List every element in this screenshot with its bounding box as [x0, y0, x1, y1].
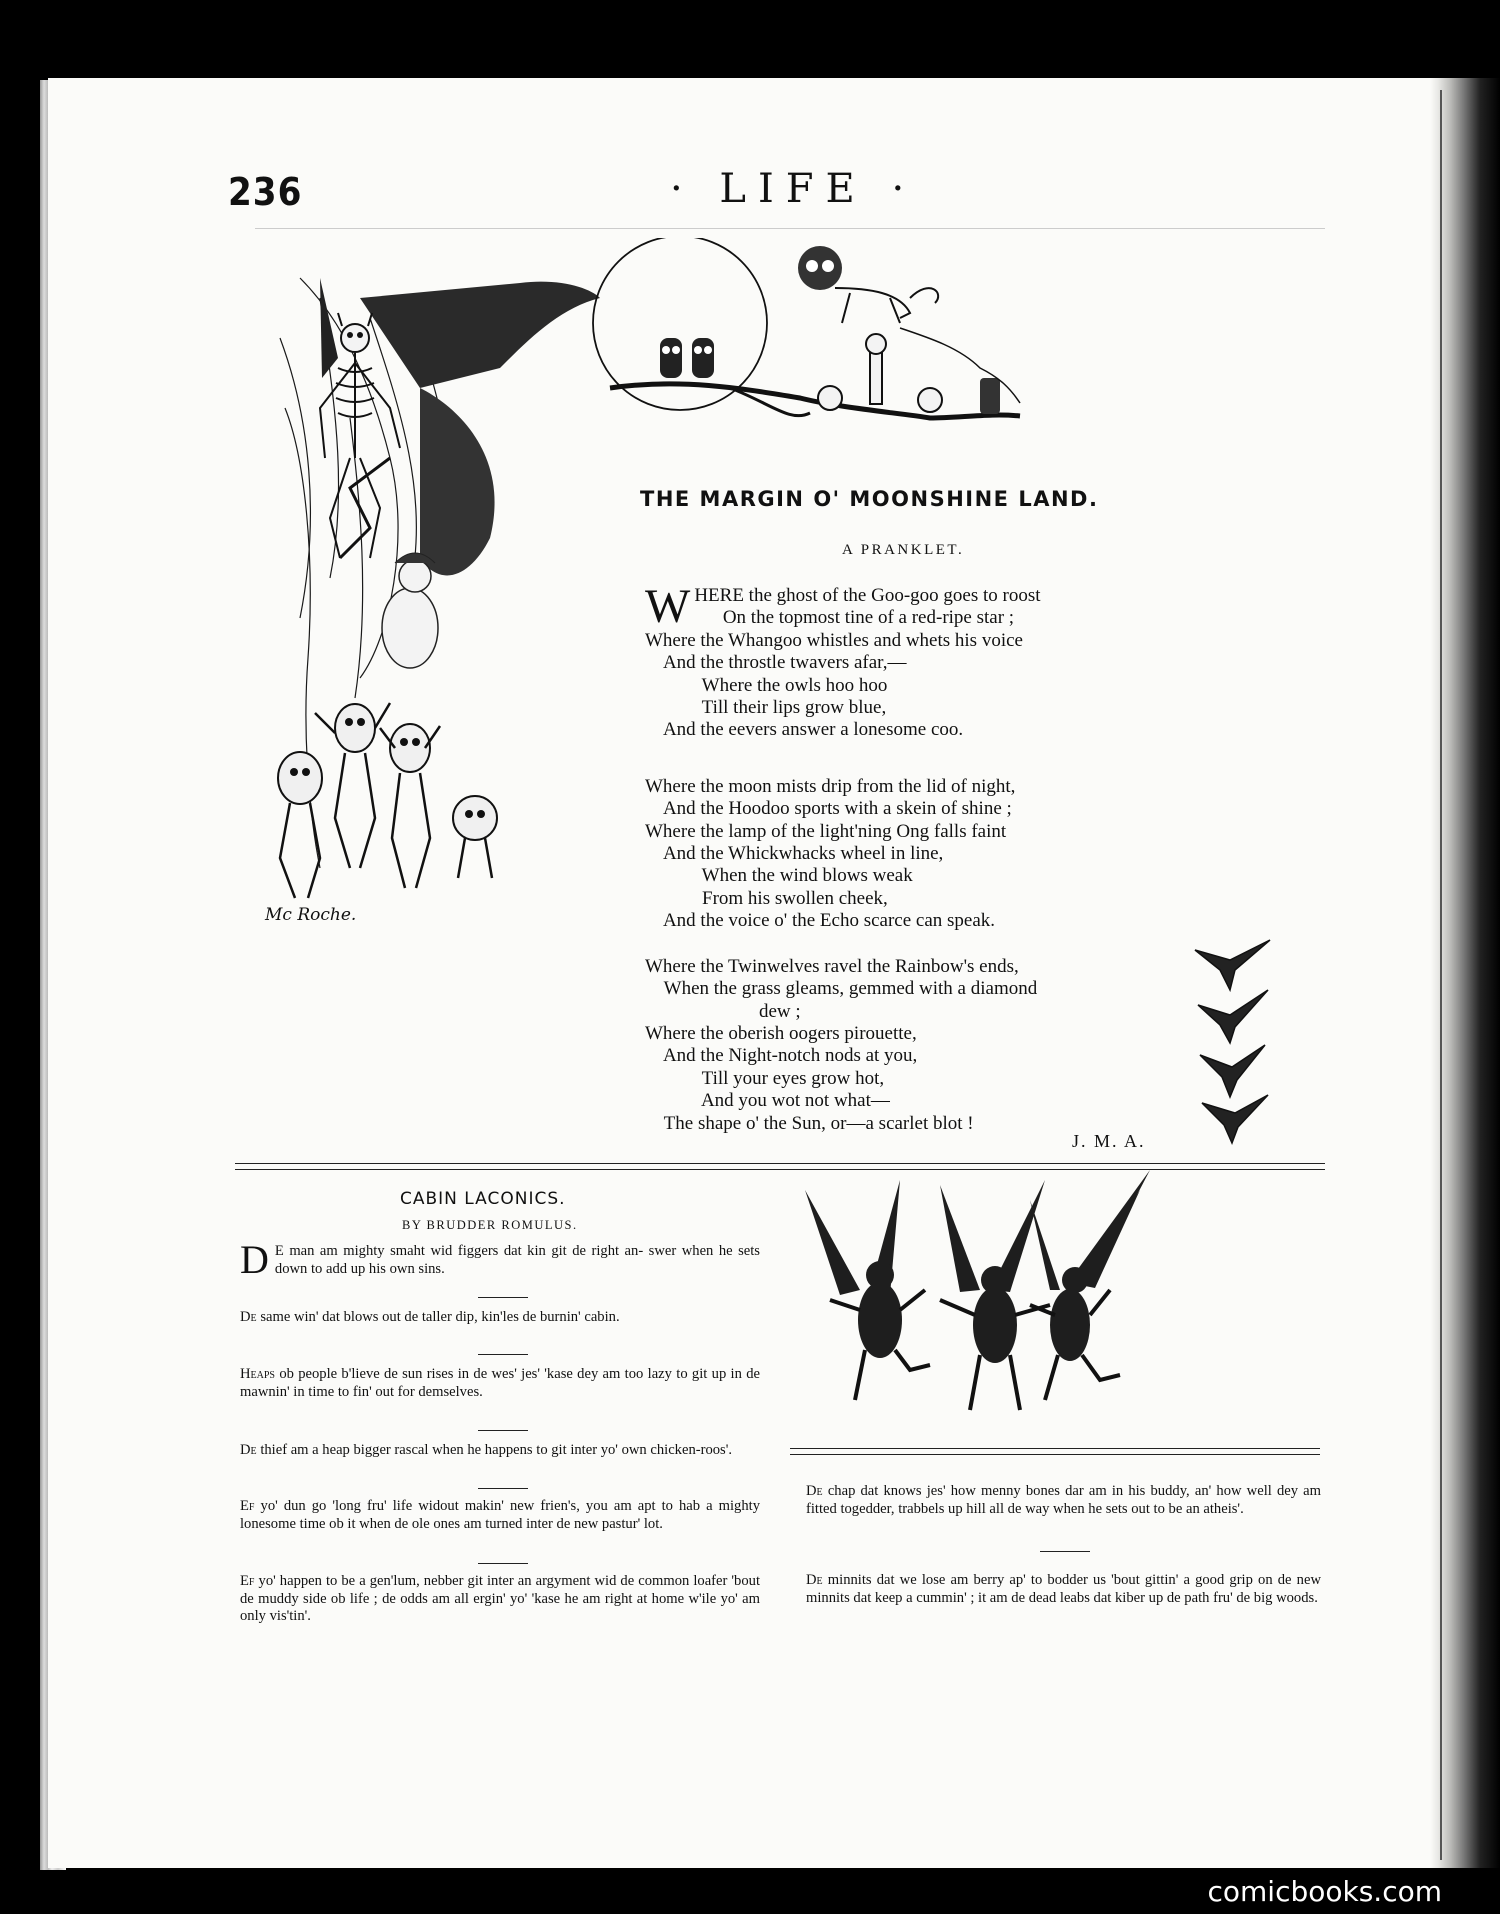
- poem-line: When the wind blows weak: [645, 865, 913, 887]
- poem-line: Where the Twinwelves ravel the Rainbow's ends,: [645, 955, 1019, 977]
- laconic-paragraph: De minnits dat we lose am berry ap' to bodder us 'bout gittin' a good grip on de new minnits dat keep a cummin' ; it am de dead leabs dat kiber up de path fru' de big woods.: [806, 1572, 1321, 1606]
- paragraph-rule: [478, 1430, 528, 1431]
- poem-line: Where the Whangoo whistles and whets his voice: [645, 629, 1023, 651]
- poem-stanza-1: [645, 580, 1185, 742]
- artist-signature: Mc Roche.: [265, 905, 357, 925]
- poem-line: dew ;: [645, 1000, 801, 1022]
- poem-subtitle: A PRANKLET.: [842, 542, 965, 558]
- laconic-paragraph: Heaps ob people b'lieve de sun rises in de wes' jes' 'kase dey am too lazy to git up in de mawnin' in time to fin' out for demselves.: [240, 1366, 760, 1400]
- poem-line: The shape o' the Sun, or—a scarlet blot !: [645, 1112, 974, 1134]
- poem-line: Where the moon mists drip from the lid of night,: [645, 775, 1016, 797]
- section-divider: [235, 1163, 1325, 1170]
- poem-line: And the Hoodoo sports with a skein of shine ;: [645, 798, 1012, 820]
- gutter-edge-line: [1440, 90, 1442, 1860]
- poem-line: On the topmost tine of a red-ripe star ;: [694, 607, 1015, 629]
- poem-stanza-2: [645, 776, 1185, 933]
- poem-line: Till their lips grow blue,: [645, 697, 887, 719]
- poem-line: Where the lamp of the light'ning Ong falls faint: [645, 820, 1007, 842]
- laconic-paragraph: De same win' dat blows out de taller dip, kin'les de burnin' cabin.: [240, 1309, 620, 1325]
- flying-imps-illustration: [1190, 935, 1290, 1145]
- paragraph-rule: [478, 1297, 528, 1298]
- poem-line: From his swollen cheek,: [645, 887, 888, 909]
- laconic-paragraph: Ef yo' dun go 'long fru' life widout makin' new frien's, you am apt to hab a mighty lonesome time ob it when de ole ones am turned inter de new pastur' lot.: [240, 1498, 761, 1532]
- page-number: 236: [228, 170, 303, 214]
- poem-line: And the eevers answer a lonesome coo.: [645, 719, 964, 741]
- poem-line: And the throstle twavers afar,—: [645, 652, 907, 674]
- moon-branch-illustration: [580, 238, 1030, 448]
- laconic-paragraph: De thief am a heap bigger rascal when he happens to git inter yo' own chicken-roos'.: [240, 1442, 733, 1458]
- paragraph-rule: [478, 1488, 528, 1489]
- magazine-title: · LIFE ·: [670, 166, 917, 212]
- poem-line: And the voice o' the Echo scarce can speak.: [645, 910, 996, 932]
- poem-title: THE MARGIN O' MOONSHINE LAND.: [640, 487, 1099, 511]
- devil-skeleton-illustration: [260, 258, 600, 938]
- poem-drop-cap: W: [645, 580, 691, 633]
- laconic-paragraph: Ef yo' happen to be a gen'lum, nebber git inter an argyment wid de common loafer 'bout de muddy side ob life ; de odds am all ergin' yo' 'kase he am right at home w'ile yo' am only vis'tin'.: [240, 1573, 760, 1624]
- cabin-laconics-title: CABIN LACONICS.: [400, 1189, 566, 1209]
- cabin-byline: BY BRUDDER ROMULUS.: [402, 1218, 578, 1232]
- header-rule: [255, 228, 1325, 229]
- dancing-devils-illustration: [800, 1170, 1170, 1430]
- poem-signature: J. M. A.: [1072, 1131, 1146, 1151]
- poem-line: When the grass gleams, gemmed with a diamond: [645, 978, 1038, 1000]
- poem-line: And you wot not what—: [645, 1090, 890, 1112]
- poem-body: [645, 580, 1185, 1158]
- poem-line: Where the owls hoo hoo: [645, 674, 888, 696]
- poem-stanza-3: [645, 956, 1185, 1135]
- poem-line: HERE the ghost of the Goo-goo goes to roost: [694, 585, 1041, 606]
- drop-cap: D: [240, 1237, 269, 1282]
- paragraph-rule: [478, 1563, 528, 1564]
- laconic-paragraph: De chap dat knows jes' how menny bones dar am in his buddy, an' how well dey am fitted togedder, trabbels up hill all de way when he sets out to be an atheis'.: [806, 1483, 1321, 1517]
- paragraph-rule: [1040, 1551, 1090, 1552]
- section-divider: [790, 1448, 1320, 1455]
- laconic-paragraph: D E man am mighty smaht wid figgers dat kin git de right an- swer when he sets down to add up his own sins.: [240, 1237, 760, 1282]
- poem-line: Till your eyes grow hot,: [645, 1067, 885, 1089]
- paragraph-rule: [478, 1354, 528, 1355]
- poem-line: And the Night-notch nods at you,: [645, 1045, 918, 1067]
- poem-line: And the Whickwhacks wheel in line,: [645, 843, 944, 865]
- poem-line: Where the oberish oogers pirouette,: [645, 1022, 917, 1044]
- watermark: comicbooks.com: [1207, 1875, 1442, 1908]
